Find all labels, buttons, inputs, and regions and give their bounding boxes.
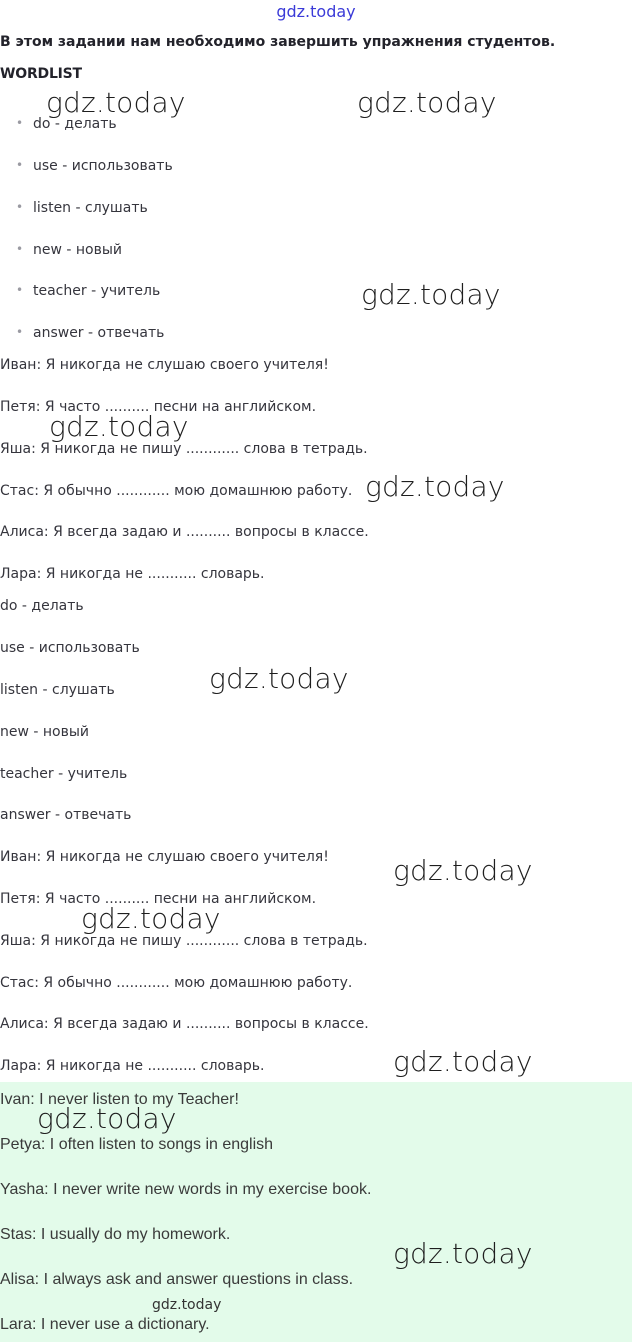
bullet-icon: • <box>16 200 24 214</box>
watermark: gdz.today <box>393 1045 533 1078</box>
answer-line: Ivan: I never listen to my Teacher! <box>0 1091 239 1108</box>
task-heading: В этом задании нам необходимо завершить упражнения студентов. <box>0 34 556 50</box>
wordlist-line: listen - слушать <box>0 682 115 698</box>
wordlist-item: • do - делать <box>16 116 117 132</box>
wordlist-line: new - новый <box>0 724 90 740</box>
watermark: gdz.today <box>46 86 186 119</box>
wordlist-line: do - делать <box>0 598 84 614</box>
answer-line: Lara: I never use a dictionary. <box>0 1316 210 1333</box>
wordlist-item: • answer - отвечать <box>16 325 165 341</box>
exercise-sentence: Яша: Я никогда не пишу ............ слова в тетрадь. <box>0 933 368 949</box>
answer-line: Yasha: I never write new words in my exercise book. <box>0 1181 372 1198</box>
watermark: gdz.today <box>365 470 505 503</box>
watermark: gdz.today <box>393 1237 533 1270</box>
exercise-sentence: Яша: Я никогда не пишу ............ слова в тетрадь. <box>0 441 368 457</box>
wordlist-line: teacher - учитель <box>0 766 128 782</box>
bullet-icon: • <box>16 116 24 130</box>
watermark: gdz.today <box>49 410 189 443</box>
wordlist-line: use - использовать <box>0 640 140 656</box>
watermark: gdz.today <box>37 1102 177 1135</box>
exercise-sentence: Алиса: Я всегда задаю и .......... вопросы в классе. <box>0 1016 369 1032</box>
bullet-icon: • <box>16 158 24 172</box>
bullet-icon: • <box>16 325 24 339</box>
watermark: gdz.today <box>81 902 221 935</box>
exercise-sentence: Лара: Я никогда не ........... словарь. <box>0 1058 265 1074</box>
wordlist-item: • use - использовать <box>16 158 173 174</box>
exercise-sentence: Лара: Я никогда не ........... словарь. <box>0 566 265 582</box>
answer-line: Alisa: I always ask and answer questions in class. <box>0 1271 354 1288</box>
wordlist-item: • new - новый <box>16 242 123 258</box>
exercise-sentence: Петя: Я часто .......... песни на английском. <box>0 891 317 907</box>
answer-line: Stas: I usually do my homework. <box>0 1226 231 1243</box>
watermark: gdz.today <box>361 278 501 311</box>
exercise-sentence: Стас: Я обычно ............ мою домашнюю работу. <box>0 483 353 499</box>
top-watermark: gdz.today <box>276 2 356 21</box>
exercise-sentence: Стас: Я обычно ............ мою домашнюю работу. <box>0 975 353 991</box>
exercise-sentence: Алиса: Я всегда задаю и .......... вопросы в классе. <box>0 524 369 540</box>
bullet-icon: • <box>16 242 24 256</box>
wordlist-line: answer - отвечать <box>0 807 132 823</box>
wordlist-item: • listen - слушать <box>16 200 148 216</box>
wordlist-title: WORDLIST <box>0 66 82 82</box>
exercise-sentence: Иван: Я никогда не слушаю своего учителя! <box>0 357 329 373</box>
watermark: gdz.today <box>393 854 533 887</box>
exercise-sentence: Иван: Я никогда не слушаю своего учителя! <box>0 849 329 865</box>
watermark: gdz.today <box>209 662 349 695</box>
answer-line: Petya: I often listen to songs in english <box>0 1136 274 1153</box>
watermark: gdz.today <box>152 1297 222 1313</box>
bullet-icon: • <box>16 283 24 297</box>
watermark: gdz.today <box>357 86 497 119</box>
wordlist-item: • teacher - учитель <box>16 283 161 299</box>
exercise-sentence: Петя: Я часто .......... песни на английском. <box>0 399 317 415</box>
